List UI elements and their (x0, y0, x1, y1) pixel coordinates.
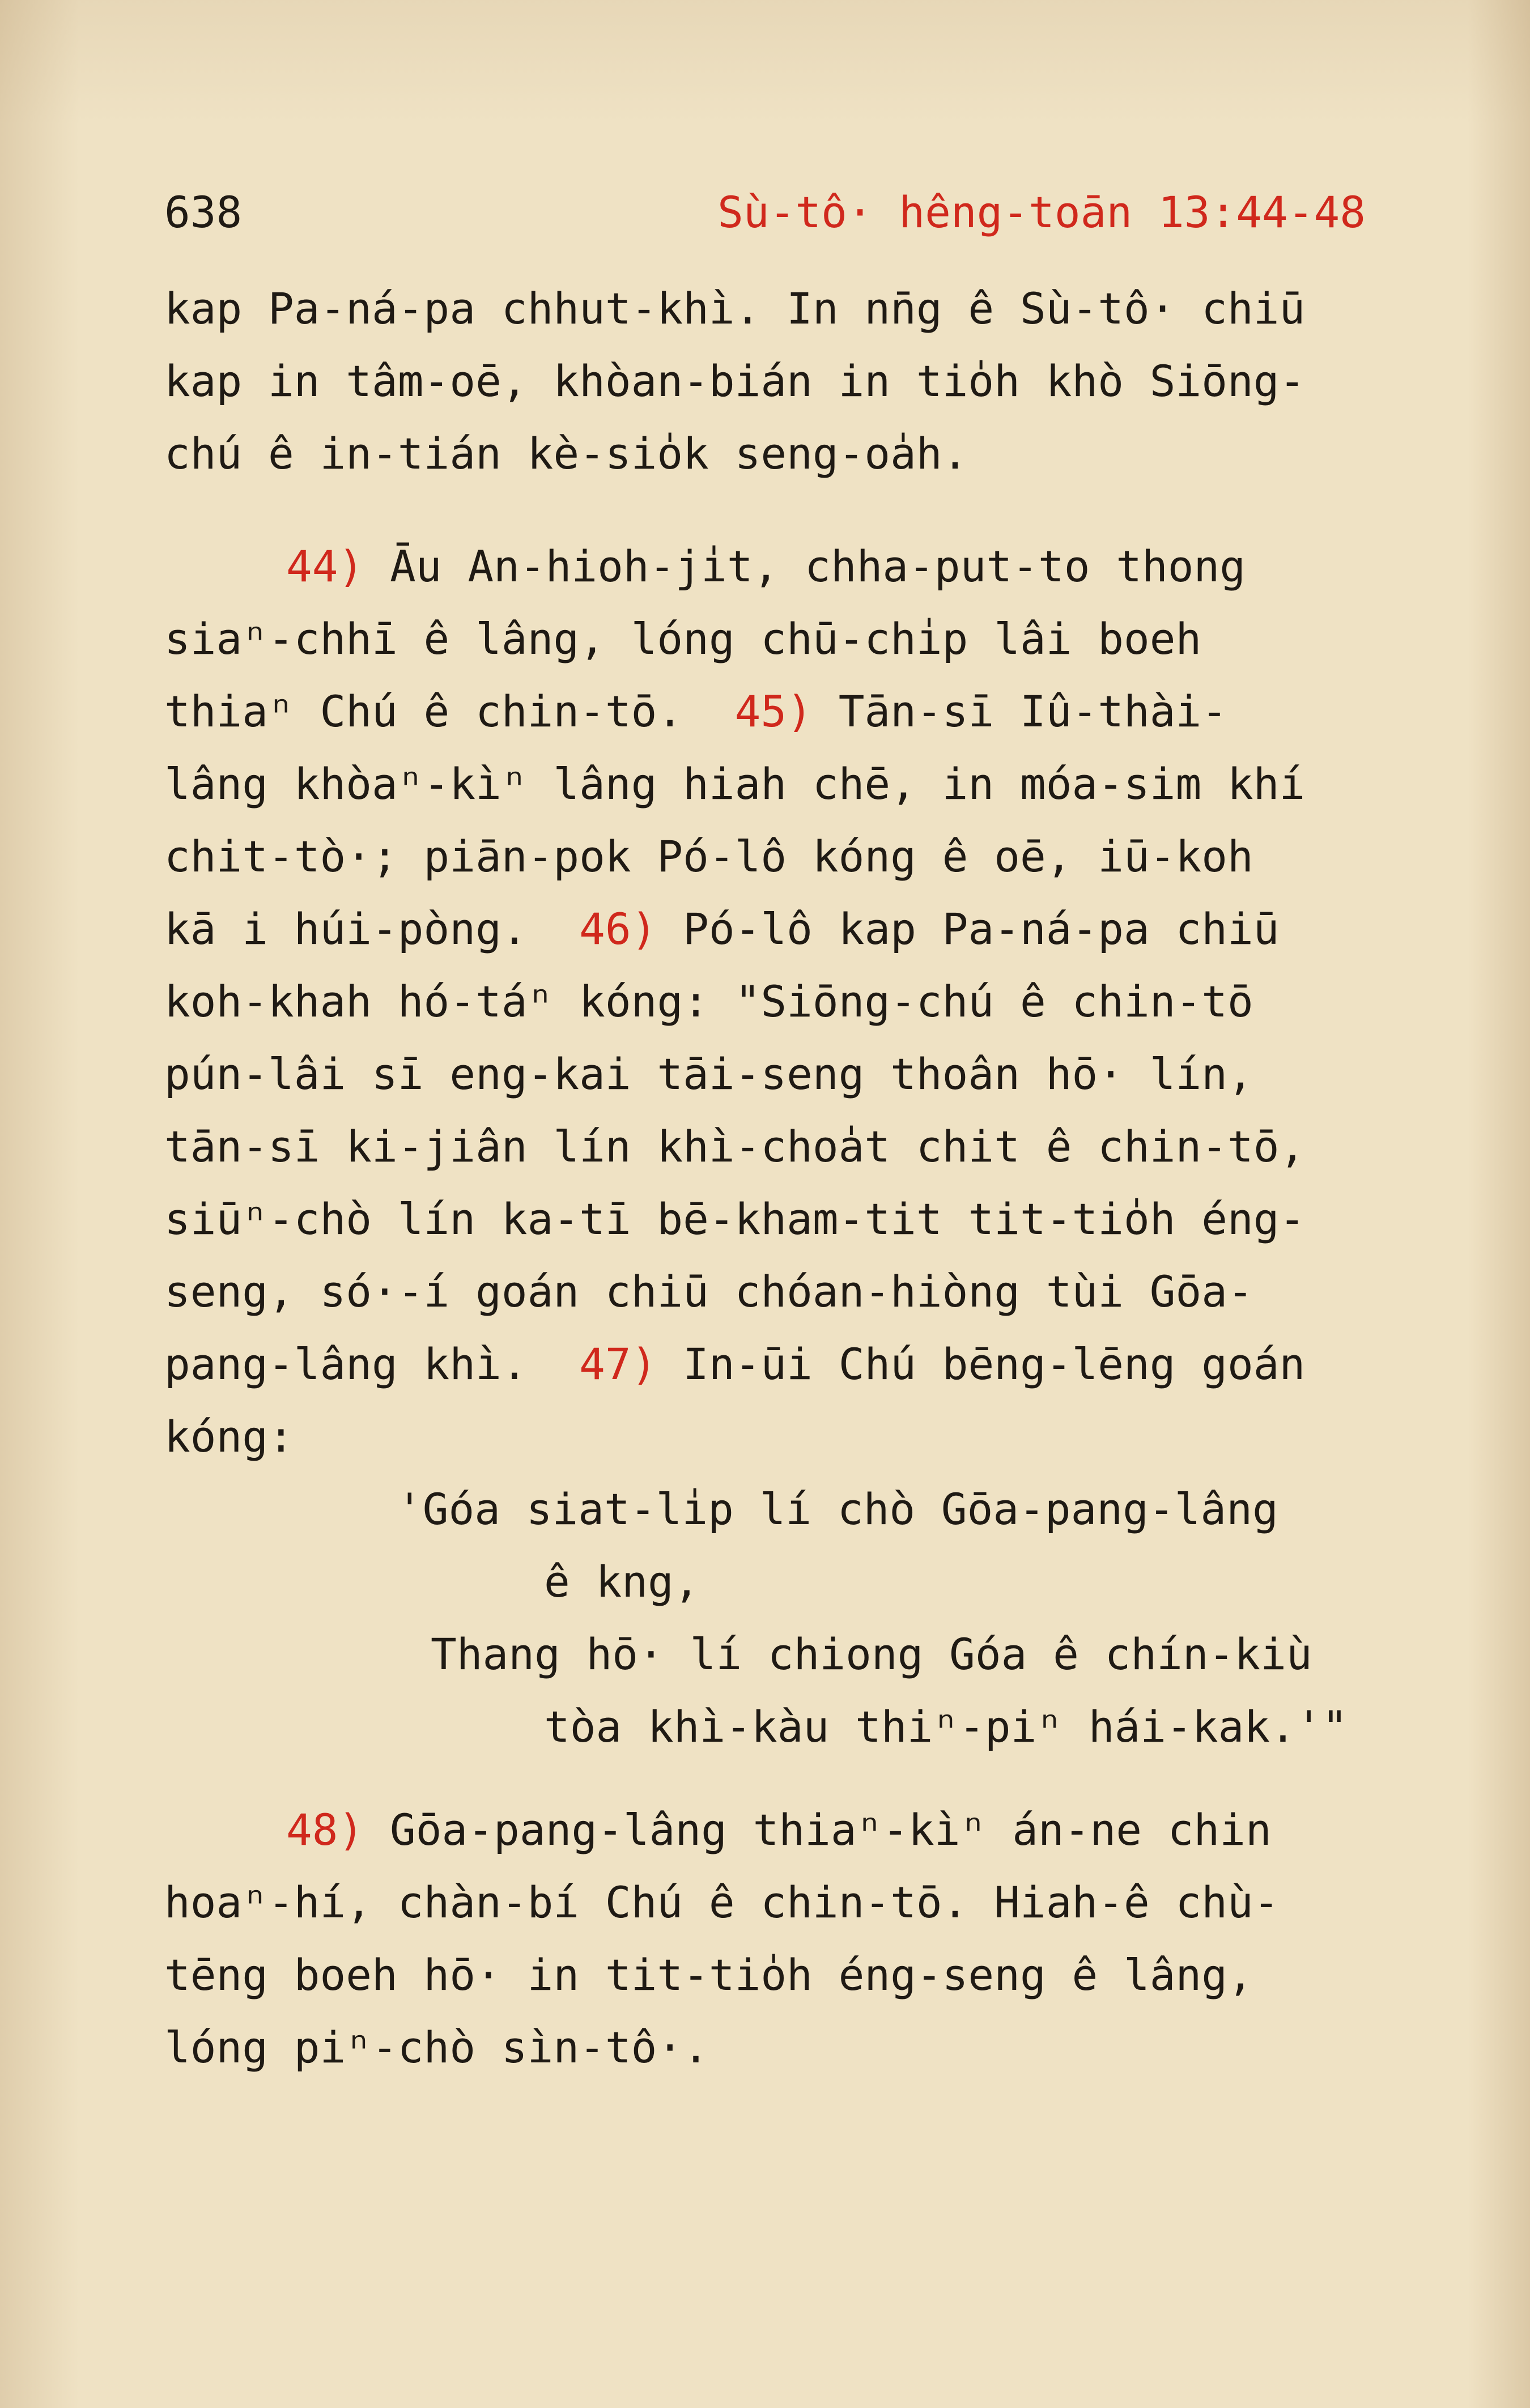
text-line: seng, só·-í goán chiū chóan-hiòng tùi Gōa- (164, 1266, 1253, 1317)
text-line: chú ê in-tián kè-sio̍k seng-oa̍h. (164, 428, 968, 479)
text-line: chit-tò·; piān-pok Pó-lô kóng ê oē, iū-koh (164, 831, 1253, 882)
text-line: pang-lâng khì. 47) In-ūi Chú bēng-lēng goán (164, 1339, 1306, 1389)
text-line: kā i húi-pòng. 46) Pó-lô kap Pa-ná-pa chiū (164, 904, 1280, 954)
text-line: hoaⁿ-hí, chàn-bí Chú ê chin-tō. Hiah-ê chù- (164, 1877, 1280, 1928)
text-line: kap in tâm-oē, khòan-bián in tio̍h khò Siōng- (164, 356, 1306, 406)
verse-number: 47) (579, 1339, 657, 1389)
quote-line: tòa khì-kàu thiⁿ-piⁿ hái-kak.'" (544, 1701, 1348, 1752)
text-line: pún-lâi sī eng-kai tāi-seng thoân hō· lín, (164, 1049, 1253, 1099)
verse-number: 48) (286, 1805, 364, 1855)
text-line: siaⁿ-chhī ê lâng, lóng chū-chi̍p lâi boeh (164, 614, 1202, 664)
verse-number: 44) (286, 541, 364, 592)
text-line: lâng khòaⁿ-kìⁿ lâng hiah chē, in móa-sim khí (164, 759, 1306, 809)
quote-line: ê kng, (544, 1556, 700, 1607)
text-line: 44) Āu An-hioh-ji̍t, chha-put-to thong (286, 541, 1246, 592)
verse-number: 45) (734, 686, 813, 737)
text-line: 48) Gōa-pang-lâng thiaⁿ-kìⁿ án-ne chin (286, 1805, 1272, 1855)
text-line: thiaⁿ Chú ê chin-tō. 45) Tān-sī Iû-thài- (164, 686, 1228, 737)
running-head: Sù-tô· hêng-toān 13:44-48 (717, 187, 1366, 237)
text-line: tān-sī ki-jiân lín khì-choa̍t chit ê chin-tō, (164, 1121, 1306, 1172)
page-header (164, 187, 1366, 249)
text-line: kap Pa-ná-pa chhut-khì. In nn̄g ê Sù-tô· chiū (164, 283, 1306, 334)
verse-number: 46) (579, 904, 657, 954)
quote-line: 'Góa siat-li̍p lí chò Gōa-pang-lâng (397, 1484, 1278, 1534)
text-line: lóng piⁿ-chò sìn-tô·. (164, 2022, 709, 2073)
text-line: tēng boeh hō· in tit-tio̍h éng-seng ê lâng, (164, 1950, 1253, 2000)
text-line: kóng: (164, 1411, 294, 1462)
text-line: siūⁿ-chò lín ka-tī bē-kham-tit tit-tio̍h éng- (164, 1194, 1306, 1244)
quote-line: Thang hō· lí chiong Góa ê chín-kiù (431, 1629, 1312, 1679)
page-number: 638 (164, 187, 243, 237)
text-line: koh-khah hó-táⁿ kóng: "Siōng-chú ê chin-tō (164, 976, 1253, 1027)
